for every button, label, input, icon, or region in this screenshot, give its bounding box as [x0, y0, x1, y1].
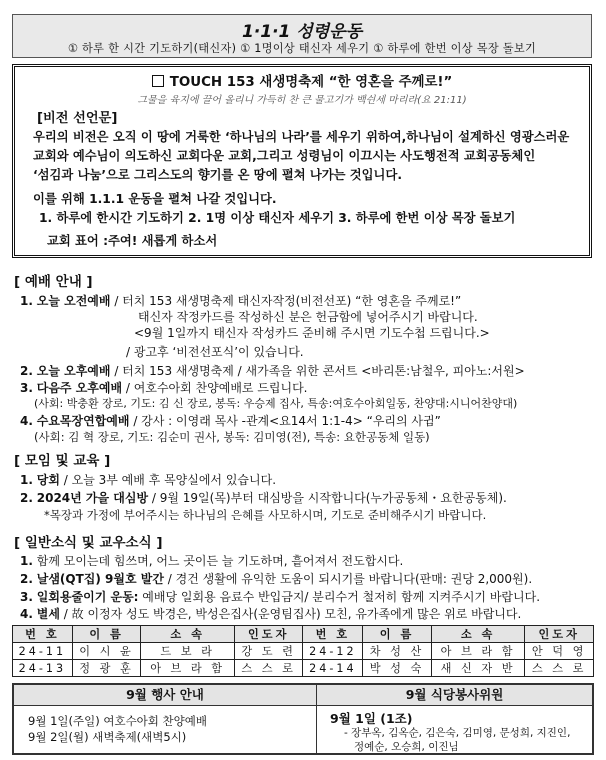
news-item: 1. 함께 모이는데 힘쓰며, 어느 곳이든 늘 기도하며, 흩어져서 전도합시다.: [20, 554, 404, 568]
table-cell: 아 브 라 함: [141, 660, 235, 677]
worship-item: 1. 오늘 오전예배 / 터치 153 새생명축제 태신자작정(비전선포) “한 영혼을 주께로!”: [20, 294, 462, 308]
news-item: 3. 일회용줄이기 운동: 예배당 일회용 음료수 반입금지/ 분리수거 철저히 함께 지켜주시기 바랍니다.: [20, 590, 541, 604]
worship-item-detail: (사회: 박충환 장로, 기도: 김 신 장로, 봉독: 우승제 집사, 특송:여호수아회일동, 찬양대:시니어찬양대): [34, 397, 518, 410]
column-header: 소 속: [431, 626, 525, 643]
event-line: 9월 2일(월) 새벽축제(새벽5시): [28, 730, 187, 744]
table-cell: 박 성 숙: [363, 660, 432, 677]
events-heading: 9월 행사 안내: [14, 685, 316, 706]
table-cell: 드 보 라: [141, 643, 235, 660]
duty-table: [12, 625, 594, 677]
meeting-item: 2. 2024년 가을 대심방 / 9월 19일(목)부터 대심방을 시작합니다(누가공동체・요한공동체).: [20, 491, 507, 505]
column-header: 번 호: [13, 626, 73, 643]
vision-heading: [15, 71, 589, 90]
column-header: 번 호: [303, 626, 363, 643]
news-item: 4. 별세 / 故 이정자 성도 박경은, 박성은집사(운영팀집사) 모친, 유가족에게 많은 위로 바랍니다.: [20, 607, 522, 621]
worship-item-detail: <9월 1일까지 태신자 작성카드 준비해 주시면 기도수첩 드립니다.>: [134, 326, 490, 340]
worship-item: 4. 수요목장연합예배 / 강사 : 이영래 목사 -관계<요14서 1:1-4> “우리의 사귐”: [20, 414, 441, 428]
table-cell: 이 시 윤: [72, 643, 141, 660]
worship-item: 3. 다음주 오후예배 / 여호수아회 찬양예배로 드립니다.: [20, 381, 308, 395]
meeting-heading: [ 모임 및 교육 ]: [14, 453, 111, 469]
table-cell: 24-14: [303, 660, 363, 677]
table-cell: 24-11: [13, 643, 73, 660]
vision-heading-text: TOUCH 153 새생명축제 “한 영혼을 주께로!”: [169, 75, 453, 90]
table-cell: 차 성 산: [363, 643, 432, 660]
table-cell: 스 스 로: [525, 660, 594, 677]
table-cell: 안 덕 영: [525, 643, 594, 660]
kitchen-members: 정예순, 오승희, 이진님: [354, 741, 459, 753]
kitchen-heading: 9월 식당봉사위원: [317, 685, 592, 706]
column-header: 이 름: [72, 626, 141, 643]
table-cell: 스 스 로: [234, 660, 303, 677]
column-header: 소 속: [141, 626, 235, 643]
column-header: 인도자: [234, 626, 303, 643]
vision-line: 교회와 예수님이 의도하신 교회다운 교회,그리고 성령님이 이끄시는 사도행전적 교회공동체인: [33, 149, 536, 163]
meeting-item-detail: *목장과 가정에 부어주시는 하나님의 은혜를 사모하시며, 기도로 준비해주시기 바랍니다.: [44, 508, 487, 522]
event-line: 9월 1일(주일) 여호수아회 찬양예배: [28, 714, 207, 728]
church-motto: 교회 표어 :주여! 새롭게 하소서: [47, 234, 218, 248]
vision-box: [12, 64, 592, 258]
vision-line: 1. 하루에 한시간 기도하기 2. 1명 이상 태신자 세우기 3. 하루에 한번 이상 목장 돌보기: [39, 211, 516, 225]
checkbox-square-icon: [152, 75, 164, 87]
meeting-item: 1. 당회 / 오늘 3부 예배 후 목양실에서 있습니다.: [20, 473, 277, 487]
table-header-row: [13, 626, 594, 643]
table-row: [13, 660, 594, 677]
table-cell: 24-12: [303, 643, 363, 660]
campaign-subtitle: ① 하루 한 시간 기도하기(태신자) ① 1명이상 태신자 세우기 ① 하루에 한번 이상 목장 돌보기: [67, 42, 537, 55]
column-header: 이 름: [363, 626, 432, 643]
table-cell: 24-13: [13, 660, 73, 677]
worship-item-detail: / 광고후 ‘비전선포식’이 있습니다.: [126, 345, 304, 359]
news-heading: [ 일반소식 및 교우소식 ]: [14, 535, 163, 551]
worship-item: 2. 오늘 오후예배 / 터치 153 새생명축제 / 새가족을 위한 콘서트 <바리톤:남철우, 피아노:서원>: [20, 364, 525, 378]
vision-line: 이를 위해 1.1.1 운동을 펼쳐 나갈 것입니다.: [33, 192, 277, 206]
divider: [316, 685, 317, 753]
table-cell: 강 도 련: [234, 643, 303, 660]
worship-item-detail: (사회: 김 혁 장로, 기도: 김순미 권사, 봉독: 김미영(전), 특송: 요한공동체 일동): [34, 430, 430, 444]
bottom-info-box: [12, 683, 594, 755]
table-cell: 새 신 자 반: [431, 660, 525, 677]
vision-label: [비전 선언문]: [37, 111, 118, 126]
column-header: 인도자: [525, 626, 594, 643]
worship-heading: [ 예배 안내 ]: [14, 274, 93, 290]
news-item: 2. 날샘(QT집) 9월호 발간 / 경건 생활에 유익한 도움이 되시기를 바랍니다(판매: 권당 2,000원).: [20, 572, 533, 586]
kitchen-group: 9월 1일 (1조): [330, 711, 413, 726]
worship-item-detail: 태신자 작정카드를 작성하신 분은 헌금함에 넣어주시기 바랍니다.: [138, 310, 478, 324]
table-cell: 아 브 라 함: [431, 643, 525, 660]
vision-verse: 그물을 육지에 끌어 올리니 가득히 찬 큰 물고기가 백쉰세 마리라(요 21:11): [137, 95, 467, 106]
kitchen-members: - 장부옥, 김옥순, 김은숙, 김미영, 문성희, 지진인,: [344, 727, 571, 739]
vision-line: 우리의 비전은 오직 이 땅에 거룩한 ‘하나님의 나라’를 세우기 위하여,하나님이 설계하신 영광스러운: [33, 130, 570, 144]
campaign-title: 1·1·1 성령운동: [241, 22, 362, 42]
vision-line: ‘섬김과 나눔’으로 그리스도의 향기를 온 땅에 펼쳐 나가는 것입니다.: [33, 168, 402, 182]
table-row: [13, 643, 594, 660]
campaign-header: [12, 14, 592, 58]
table-cell: 정 광 훈: [72, 660, 141, 677]
